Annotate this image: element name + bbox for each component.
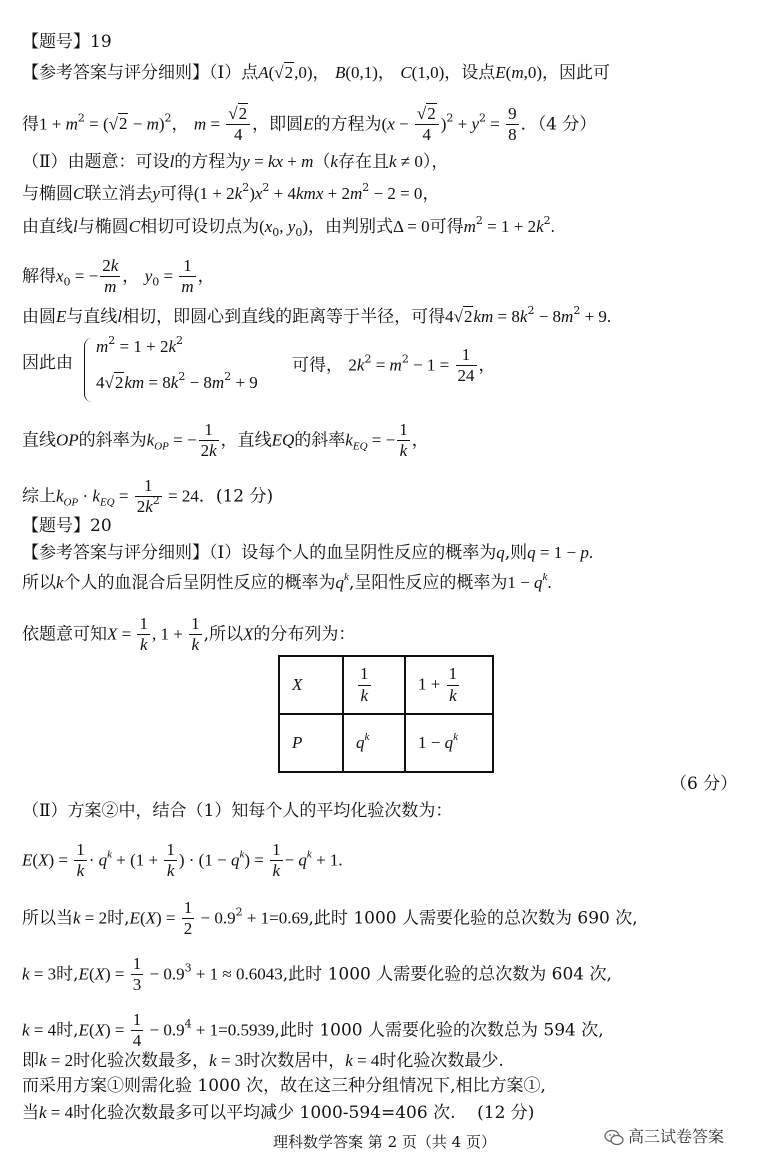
table-header-x: X <box>279 656 343 714</box>
watermark-text: 高三试卷答案 <box>628 1127 725 1146</box>
q19-line-10: 综上$k_{OP} \cdot k_{EQ}$ = $\frac{1}{2k^2}$ = 24．(12 分) <box>22 476 274 517</box>
q20-line-4: （Ⅱ）方案②中，结合（1）知每个人的平均化验次数为： <box>22 801 453 821</box>
q20-line-6: 所以当k = 2时,E(X) = $\frac{1}{2}$ − $0.9^2 + 1=0.69$,此时 1000 人需要化验的总次数为 690 次, <box>22 898 638 939</box>
system-brace <box>84 338 95 402</box>
q20-line-10: 而采用方案①则需化验 1000 次，故在这三种分组情况下,相比方案①, <box>22 1076 546 1096</box>
table-cell: 1 + $\frac{1}{k}$ <box>405 656 493 714</box>
wechat-icon <box>604 1128 624 1148</box>
q19-line-2: 得$1 + m^2 = (√2 - m)^2$， m = $\frac{√2}{4}$ ，即圆E的方程为(x − $\frac{√2}{4}$ )$^2 + y^2$ = $\frac{9}{8}$ ．（4 分） <box>22 104 597 145</box>
q20-score-1: （6 分） <box>670 774 738 794</box>
page-footer: 理科数学答案 第 2 页（共 4 页） <box>273 1133 496 1151</box>
watermark <box>604 1124 724 1148</box>
q19-line-8-result: 可得， $2k^2 = m^2 - 1$ = $\frac{1}{24}$ ， <box>292 345 496 386</box>
q20-line-2: 所以k个人的血混合后呈阴性反应的概率为$q^k$,呈阳性反应的概率为$1 - q^k$. <box>22 571 552 593</box>
q19-score-2: ．(12 分) <box>198 486 274 507</box>
q19-system-eq1: $m^2 = 1 + 2k^2$ <box>96 334 184 356</box>
table-row <box>279 656 493 714</box>
q20-line-7: k = 3时,E(X) = $\frac{1}{3}$ − $0.9^3 + 1 \approx 0.6043$,此时 1000 人需要化验的总次数为 604 次, <box>22 954 612 995</box>
table-cell: $q^k$ <box>343 714 405 772</box>
q19-line-3: （Ⅱ）由题意：可设l的方程为y = kx + m（k存在且k ≠ 0）， <box>22 152 449 172</box>
q20-line-5: E(X) = $\frac{1}{k}$ · $q^k + (1$ + $\frac{1}{k}$ ) · $(1 - q^k)$ = $\frac{1}{k}$ − $q^k + 1$. <box>22 840 343 881</box>
q20-line-9: 即k = 2时化验次数最多，k = 3时次数居中，k = 4时化验次数最少. <box>22 1051 504 1071</box>
q19-line-5: 由直线l与椭圆C相切可设切点为($x_0$, $y_0$)，由判别式Δ = 0可得$m^2 = 1 + 2k^2$. <box>22 214 555 239</box>
table-cell: $\frac{1}{k}$ <box>343 656 405 714</box>
q20-line-3: 依题意可知X = $\frac{1}{k}$ , 1 + $\frac{1}{k}$ ,所以X的分布列为： <box>22 614 356 655</box>
table-header-p: P <box>279 714 343 772</box>
q20-line-8: k = 4时,E(X) = $\frac{1}{4}$ − $0.9^4 + 1=0.5939$,此时 1000 人需要化验的次数总为 594 次, <box>22 1010 604 1051</box>
table-row <box>279 714 493 772</box>
q19-tag: 【参考答案与评分细则】 <box>22 63 209 83</box>
q19-score-1: ．（4 分） <box>520 114 597 135</box>
q19-line-4: 与椭圆C联立消去y可得$(1 + 2k^2)x^2 + 4kmx + 2m^2 - 2 = 0$， <box>22 181 440 204</box>
q20-score-2: (12 分) <box>477 1103 535 1123</box>
q19-line-6: 解得$x_0$ = − $\frac{2k}{m}$ ， $y_0$ = $\frac{1}{m}$ ， <box>22 256 215 297</box>
q20-line-11: 当k = 4时化验次数最多可以平均减少 1000-594=406 次. (12 分) <box>22 1103 535 1123</box>
q19-line-8: 因此由 <box>22 353 73 373</box>
table-cell: $1 - q^k$ <box>405 714 493 772</box>
q19-line-7: 由圆E与直线l相切，即圆心到直线的距离等于半径，可得$4√2km = 8k^2 - 8m^2 + 9$. <box>22 304 612 327</box>
q20-line-1: 【参考答案与评分细则】（Ⅰ）设每个人的血呈阴性反应的概率为q,则q = 1 − p. <box>22 543 594 563</box>
distribution-table <box>278 655 494 773</box>
q20-tag: 【参考答案与评分细则】 <box>22 543 209 563</box>
q19-line-1: 【参考答案与评分细则】（Ⅰ）点A(√2,0)， B(0,1)， C(1,0)，设点E(m,0)，因此可 <box>22 63 611 83</box>
q20-header: 【题号】20 <box>22 516 112 536</box>
q19-line-9: 直线OP的斜率为$k_{OP}$ = − $\frac{1}{2k}$ ，直线EQ的斜率$k_{EQ}$ = − $\frac{1}{k}$ ， <box>22 420 429 461</box>
q19-system-eq2: $4√2km = 8k^2 - 8m^2 + 9$ <box>96 370 258 392</box>
q19-header: 【题号】19 <box>22 32 112 52</box>
